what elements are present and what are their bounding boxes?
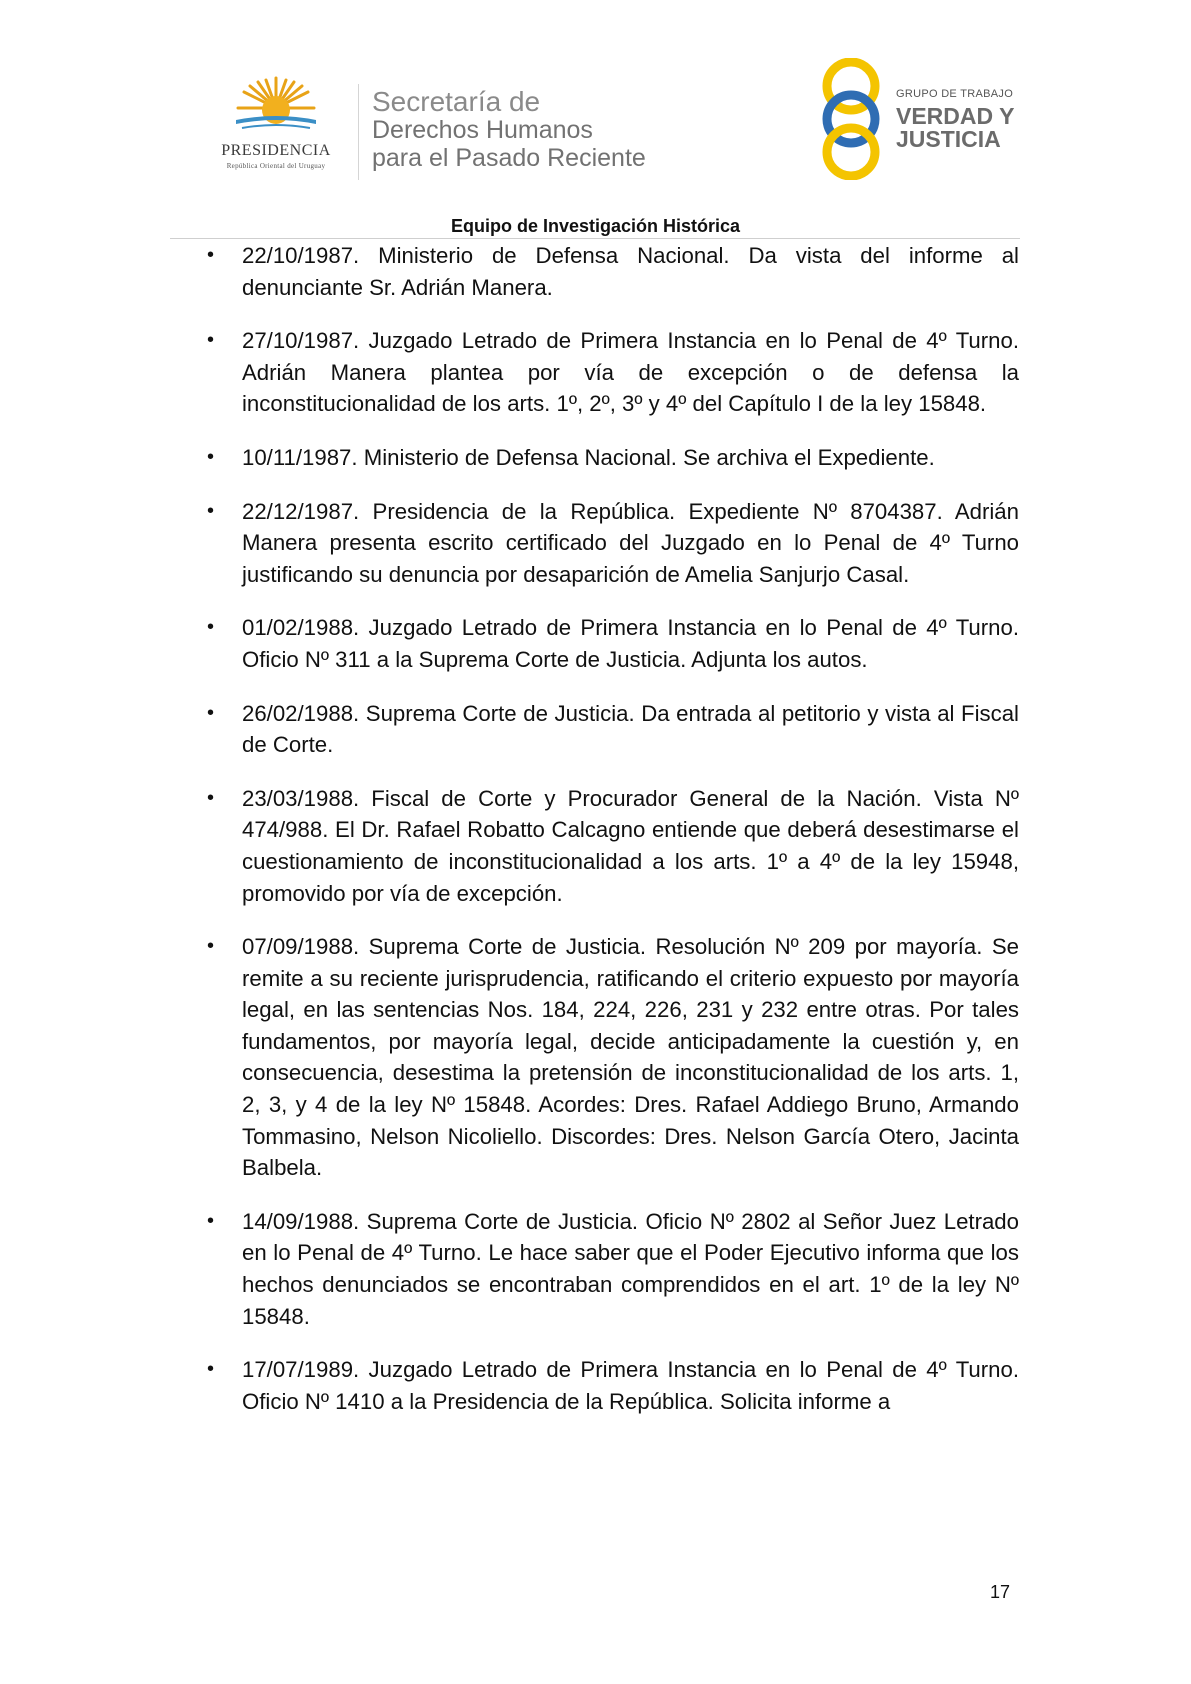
grupo-label: GRUPO DE TRABAJO: [896, 88, 1014, 100]
rings-emblem-icon: [816, 58, 886, 180]
list-item: [207, 1206, 1019, 1332]
entry-text: 01/02/1988. Juzgado Letrado de Primera Instancia en lo Penal de 4º Turno. Oficio Nº 311 a la Suprema Corte de Justicia. Adjunta los autos.: [242, 615, 1019, 672]
bullet-icon: •: [207, 499, 215, 522]
bullet-icon: •: [207, 244, 215, 266]
list-item: [207, 240, 1019, 303]
presidencia-subtitle: República Oriental del Uruguay: [226, 162, 326, 170]
verdad-justicia-logo: [816, 58, 1036, 178]
list-item: [207, 325, 1019, 420]
list-item: [207, 612, 1019, 675]
bullet-icon: •: [207, 701, 215, 724]
list-item: [207, 931, 1019, 1184]
sun-emblem-icon: [236, 76, 316, 136]
verdad-label: VERDAD Y: [896, 103, 1015, 129]
page-header: [0, 0, 1191, 250]
list-item: [207, 496, 1019, 591]
secretaria-line-2: Derechos Humanos: [372, 116, 593, 144]
list-item: [207, 442, 1019, 474]
bullet-icon: •: [207, 786, 215, 809]
page-number: 17: [990, 1582, 1011, 1602]
list-item: [207, 783, 1019, 909]
bullet-icon: •: [207, 445, 215, 468]
presidencia-logo: [196, 76, 356, 176]
logo-divider: [358, 84, 359, 180]
bullet-icon: •: [207, 935, 215, 958]
entry-text: 17/07/1989. Juzgado Letrado de Primera Instancia en lo Penal de 4º Turno. Oficio Nº 1410 a la Presidencia de la República. Solicita informe a: [242, 1357, 1019, 1414]
list-item: [207, 1354, 1019, 1417]
entry-text: 22/10/1987. Ministerio de Defensa Nacional. Da vista del informe al denunciante Sr. Adrián Manera.: [242, 243, 1019, 300]
bullet-icon: •: [207, 1358, 215, 1381]
entry-text: 26/02/1988. Suprema Corte de Justicia. Da entrada al petitorio y vista al Fiscal de Corte.: [242, 700, 1019, 758]
list-item: [207, 698, 1019, 761]
chronology-list: [207, 240, 1019, 1439]
entry-text: 23/03/1988. Fiscal de Corte y Procurador General de la Nación. Vista Nº 474/988. El Dr. Rafael Robatto Calcagno entiende que deberá desestimarse el cuestionamiento de inconstitucionalidad a los arts. 1º a 4º de la ley 15948, promovido por vía de excepción.: [242, 785, 1019, 906]
secretaria-line-3: para el Pasado Reciente: [372, 144, 646, 172]
justicia-label: JUSTICIA: [896, 126, 1001, 152]
entry-text: 10/11/1987. Ministerio de Defensa Nacional. Se archiva el Expediente.: [242, 444, 935, 470]
entry-text: 22/12/1987. Presidencia de la República. Expediente Nº 8704387. Adrián Manera presenta escrito certificado del Juzgado en lo Penal de 4º Turno justificando su denuncia por desaparición de Amelia Sanjurjo Casal.: [242, 498, 1019, 587]
secretaria-title: [372, 88, 646, 172]
team-title: Equipo de Investigación Histórica: [450, 216, 741, 236]
secretaria-line-1: Secretaría de: [372, 86, 541, 117]
presidencia-name: PRESIDENCIA: [221, 142, 331, 159]
header-rule: [170, 238, 1020, 239]
bullet-icon: •: [207, 616, 215, 639]
bullet-icon: •: [207, 1209, 215, 1232]
entry-text: 14/09/1988. Suprema Corte de Justicia. Oficio Nº 2802 al Señor Juez Letrado en lo Penal de 4º Turno. Le hace saber que el Poder Ejecutivo informa que los hechos denunciados se encontraban comprendidos en el art. 1º de la ley Nº 15848.: [242, 1208, 1019, 1329]
entry-text: 27/10/1987. Juzgado Letrado de Primera Instancia en lo Penal de 4º Turno. Adrián Manera plantea por vía de excepción o de defensa la inconstitucionalidad de los arts. 1º, 2º, 3º y 4º del Capítulo I de la ley 15848.: [242, 328, 1019, 417]
bullet-icon: •: [207, 329, 215, 352]
entry-text: 07/09/1988. Suprema Corte de Justicia. Resolución Nº 209 por mayoría. Se remite a su reciente jurisprudencia, ratificando el criterio expuesto por mayoría legal, en las sentencias Nos. 184, 224, 226, 231 y 232 entre otras. Por tales fundamentos, por mayoría legal, decide anticipadamente la cuestión y, en consecuencia, desestima la pretensión de inconstitucionalidad de los arts. 1, 2, 3, y 4 de la ley Nº 15848. Acordes: Dres. Rafael Addiego Bruno, Armando Tommasino, Nelson Nicoliello. Discordes: Dres. Nelson García Otero, Jacinta Balbela.: [242, 934, 1019, 1181]
